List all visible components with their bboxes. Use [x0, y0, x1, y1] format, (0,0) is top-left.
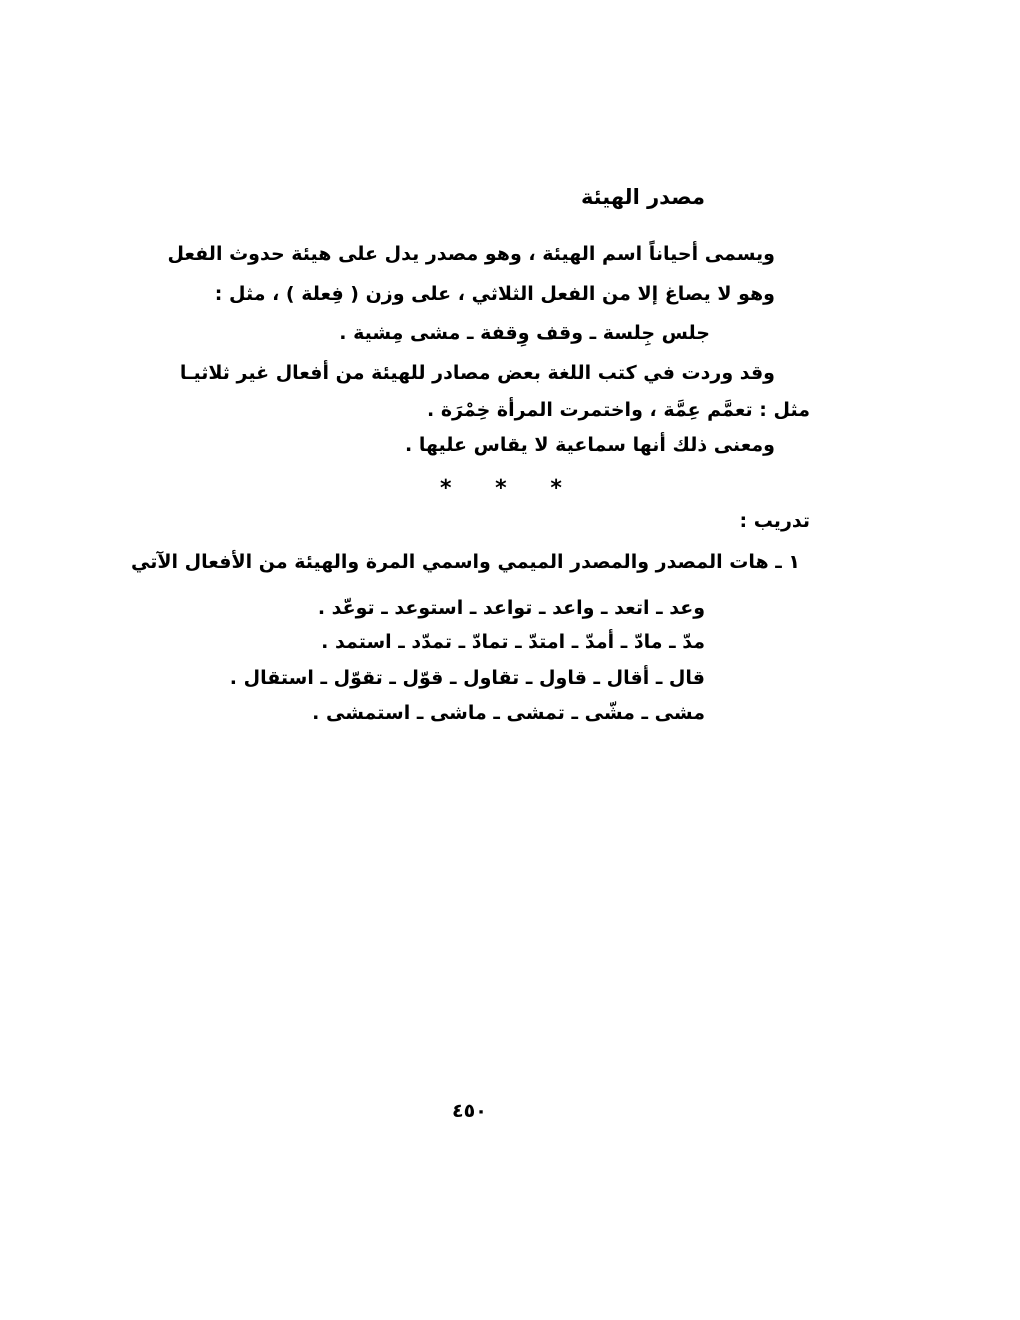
section-title: مصدر الهيئة: [580, 185, 705, 209]
exercise-verb-line-2: مدّ ـ مادّ ـ أمدّ ـ امتدّ ـ تمادّ ـ تمدّد ـ استمد .: [321, 631, 705, 653]
paragraph-line-2: وهو لا يصاغ إلا من الفعل الثلاثي ، على وزن ( فِعلة ) ، مثل :: [214, 283, 775, 305]
paragraph-line-6: ومعنى ذلك أنها سماعية لا يقاس عليها .: [405, 434, 775, 456]
section-separator: * * *: [440, 476, 580, 501]
exercise-verb-line-3: قال ـ أقال ـ قاول ـ تقاول ـ قوّل ـ تقوّل ـ استقال .: [229, 667, 705, 689]
page-number: ٤٥٠: [452, 1100, 487, 1122]
exercise-heading: تدريب :: [739, 510, 810, 532]
paragraph-line-1: ويسمى أحياناً اسم الهيئة ، وهو مصدر يدل على هيئة حدوث الفعل: [167, 243, 775, 265]
paragraph-example-line: جلس جِلسة ـ وقف وِقفة ـ مشى مِشية .: [339, 322, 710, 344]
paragraph-line-4: وقد وردت في كتب اللغة بعض مصادر للهيئة من أفعال غير ثلاثيـا: [179, 362, 775, 384]
exercise-verb-line-4: مشى ـ مشّى ـ تمشى ـ ماشى ـ استمشى .: [312, 702, 705, 724]
exercise-verb-line-1: وعد ـ اتعد ـ واعد ـ تواعد ـ استوعد ـ توعّد .: [317, 597, 705, 619]
paragraph-line-5: مثل : تعمَّم عِمَّة ، واختمرت المرأة خِمْرَة .: [427, 399, 810, 421]
exercise-question: ١ ـ هات المصدر والمصدر الميمي واسمي المرة والهيئة من الأفعال الآتي: [131, 551, 800, 573]
